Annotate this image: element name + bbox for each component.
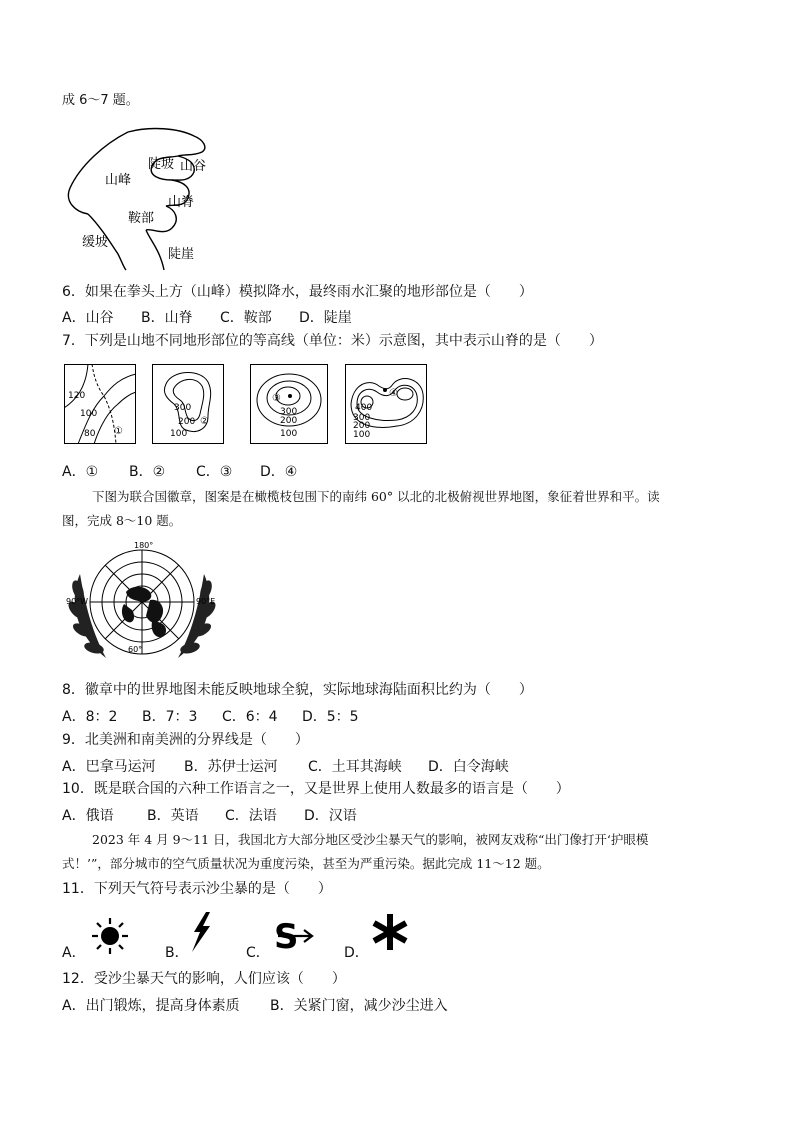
contour4-label-200: 200 — [353, 421, 371, 431]
contour1-label-100: 100 — [80, 409, 98, 419]
q7-option-c[interactable]: C．③ — [196, 464, 233, 480]
sandstorm-icon — [272, 916, 316, 956]
question-7-stem: 7．下列是山地不同地形部位的等高线（单位：米）示意图，其中表示山脊的是（ ） — [62, 333, 603, 349]
contour2-marker: ② — [200, 416, 209, 427]
q7-option-d[interactable]: D．④ — [260, 464, 298, 480]
q12-option-b[interactable]: B．关紧门窗，减少沙尘进入 — [270, 998, 448, 1014]
contour4-label-300: 300 — [353, 413, 371, 423]
question-6-stem: 6．如果在拳头上方（山峰）模拟降水，最终雨水汇聚的地形部位是（ ） — [62, 284, 533, 300]
emblem-label-top: 180° — [134, 541, 154, 550]
snow-icon — [370, 912, 410, 952]
q9-option-a[interactable]: A．巴拿马运河 — [62, 759, 156, 775]
lightning-icon — [188, 912, 214, 952]
contour3-label-100: 100 — [280, 429, 298, 439]
question-11-stem: 11．下列天气符号表示沙尘暴的是（ ） — [62, 881, 332, 897]
contour-map-2 — [152, 364, 224, 444]
q8-option-d[interactable]: D．5：5 — [302, 709, 359, 725]
q11-option-b[interactable]: B． — [165, 945, 189, 961]
contour4-label-400: 400 — [355, 403, 373, 413]
contour1-marker: ① — [114, 426, 123, 437]
label-doupo: 陡坡 — [148, 157, 175, 172]
q8-option-c[interactable]: C．6：4 — [222, 709, 278, 725]
q8-option-b[interactable]: B．7：3 — [142, 709, 198, 725]
label-shanji: 山脊 — [168, 195, 195, 210]
contour2-label-200: 200 — [178, 417, 196, 427]
contour4-label-100: 100 — [353, 430, 371, 440]
q10-option-c[interactable]: C．法语 — [225, 808, 277, 824]
q10-option-d[interactable]: D．汉语 — [304, 808, 357, 824]
contour1-label-80: 80 — [84, 429, 96, 439]
contour4-marker: ④ — [389, 388, 398, 399]
contour-map-1 — [64, 364, 136, 444]
q10-option-a[interactable]: A．俄语 — [62, 808, 114, 824]
contour2-label-100: 100 — [170, 429, 188, 439]
q7-option-b[interactable]: B．② — [129, 464, 166, 480]
q9-option-b[interactable]: B．苏伊士运河 — [184, 759, 278, 775]
q8-option-a[interactable]: A．8：2 — [62, 709, 118, 725]
contour3-label-300: 300 — [280, 407, 298, 417]
fist-landform-diagram — [60, 122, 230, 272]
q10-option-b[interactable]: B．英语 — [147, 808, 199, 824]
label-anbu: 鞍部 — [128, 211, 155, 226]
q6-option-d[interactable]: D．陡崖 — [299, 310, 352, 326]
passage-11-12-line1: 2023 年 4 月 9～11 日，我国北方大部分地区受沙尘暴天气的影响，被网友戏称“出门像打开‘护眼模 — [92, 832, 649, 847]
question-9-stem: 9．北美洲和南美洲的分界线是（ ） — [62, 732, 309, 748]
emblem-label-bottom: 60° — [128, 645, 143, 654]
q11-option-d[interactable]: D． — [344, 945, 369, 961]
q9-option-c[interactable]: C．土耳其海峡 — [308, 759, 402, 775]
contour2-label-300: 300 — [174, 403, 192, 413]
label-douya: 陡崖 — [168, 247, 195, 262]
contour3-marker: ③ — [272, 393, 281, 404]
contour-map-4 — [345, 364, 427, 444]
svg-text:S: S — [274, 917, 299, 956]
question-10-stem: 10．既是联合国的六种工作语言之一，又是世界上使用人数最多的语言是（ ） — [62, 781, 570, 797]
question-12-stem: 12．受沙尘暴天气的影响，人们应该（ ） — [62, 971, 346, 987]
label-shangu: 山谷 — [180, 159, 207, 174]
contour-map-3 — [250, 364, 328, 444]
q6-option-a[interactable]: A．山谷 — [62, 310, 114, 326]
label-huanpo: 缓坡 — [82, 235, 109, 250]
label-shanfeng: 山峰 — [105, 173, 132, 188]
q7-option-a[interactable]: A．① — [62, 464, 99, 480]
q11-option-a[interactable]: A． — [62, 945, 86, 961]
q12-option-a[interactable]: A．出门锻炼，提高身体素质 — [62, 998, 240, 1014]
emblem-label-left: 90°W — [66, 597, 89, 606]
passage-tail: 成 6～7 题。 — [62, 93, 139, 108]
passage-8-10-line1: 下图为联合国徽章，图案是在橄榄枝包围下的南纬 60° 以北的北极俯视世界地图，象征着世界和平。读 — [92, 489, 660, 504]
emblem-label-right: 90°E — [196, 597, 216, 606]
contour3-label-200: 200 — [280, 416, 298, 426]
un-emblem — [66, 540, 218, 670]
q9-option-d[interactable]: D．白令海峡 — [428, 759, 509, 775]
q11-option-c[interactable]: C． — [246, 945, 270, 961]
contour1-label-120: 120 — [68, 391, 86, 401]
q6-option-c[interactable]: C．鞍部 — [220, 310, 272, 326]
question-8-stem: 8．徽章中的世界地图未能反映地球全貌，实际地球海陆面积比约为（ ） — [62, 682, 533, 698]
sun-icon — [90, 916, 130, 956]
q6-option-b[interactable]: B．山脊 — [141, 310, 193, 326]
passage-8-10-line2: 图，完成 8～10 题。 — [62, 513, 182, 528]
passage-11-12-line2: 式！’”，部分城市的空气质量状况为重度污染，甚至为严重污染。据此完成 11～12 题。 — [62, 856, 550, 871]
